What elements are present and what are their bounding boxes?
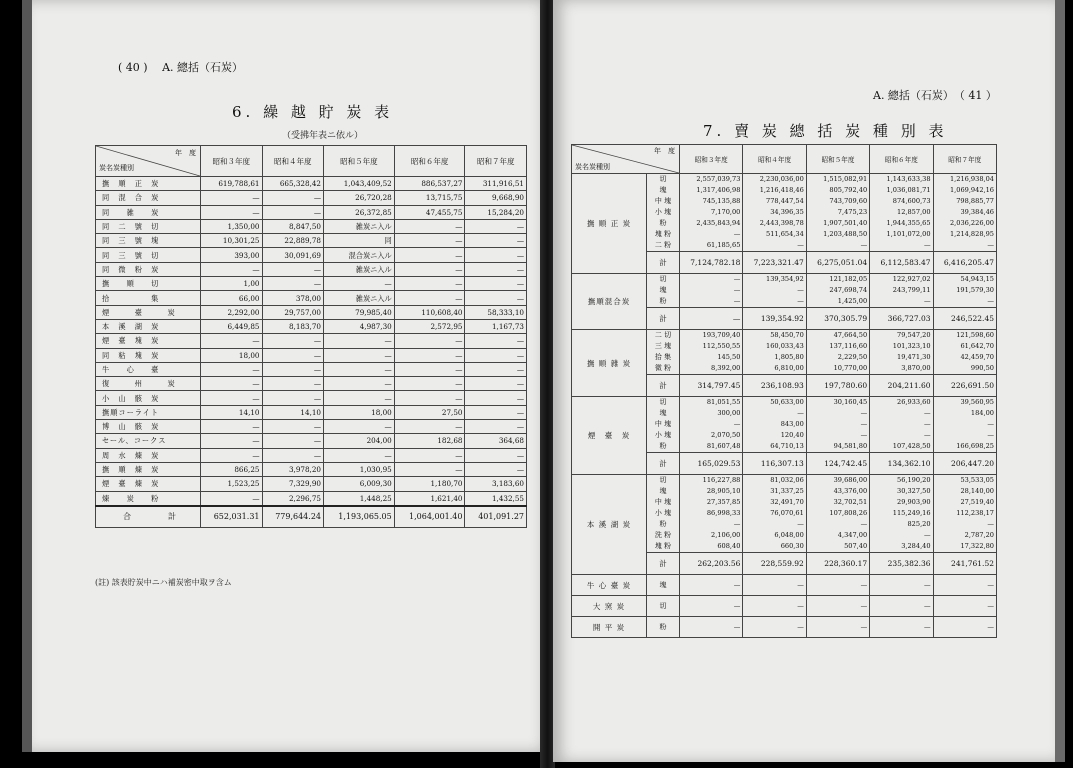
table-row (96, 191, 527, 205)
subtotal-value: — (680, 308, 743, 330)
table-row (96, 248, 527, 262)
row-label: 同 雑 炭 (96, 205, 201, 219)
cell-value: — (262, 262, 324, 276)
row-label: 同 二 號 切 (96, 219, 201, 233)
cell-value: — (465, 448, 527, 462)
subtotal-value: 139,354.92 (743, 308, 806, 330)
cell-value: — (201, 362, 263, 376)
cell-value: 619,788,61 (201, 177, 263, 191)
cell-value: — (465, 277, 527, 291)
table-row (96, 377, 527, 391)
total-value: 1,064,001.40 (394, 506, 465, 528)
col-header: 昭和７年度 (465, 146, 527, 177)
subtotal-label: 計 (647, 308, 680, 330)
cell-values: — (806, 596, 869, 617)
row-label: 煙 臺 煉 炭 (96, 477, 201, 491)
cell-value: — (394, 420, 465, 434)
row-label: 拾 集 (96, 291, 201, 305)
cell-values: — (680, 596, 743, 617)
cell-value: 1,030,95 (324, 462, 395, 476)
row-label: 復 州 炭 (96, 377, 201, 391)
size-labels: 粉 (647, 617, 680, 638)
subtotal-value: 197,780.60 (806, 375, 869, 397)
subtotal-value: 116,307.13 (743, 453, 806, 475)
cell-value: — (262, 377, 324, 391)
subtotal-value: 235,382.36 (870, 553, 933, 575)
table-footnote: (註) 該表貯炭中ニハ補炭密中取ヲ含ム (95, 578, 232, 587)
subtotal-value: 246,522.45 (933, 308, 996, 330)
table-row (96, 334, 527, 348)
cell-value: 26,720,28 (324, 191, 395, 205)
cell-values: — — — (680, 274, 743, 308)
cell-values: 121,598,60 61,642,70 42,459,70 990,50 (933, 330, 996, 375)
subtotal-value: 204,211.60 (870, 375, 933, 397)
cell-value: — (262, 205, 324, 219)
table-row (96, 448, 527, 462)
cell-value: 2,296,75 (262, 491, 324, 506)
group-row (572, 475, 997, 553)
table-row (96, 477, 527, 491)
cell-value: — (262, 277, 324, 291)
cell-value: — (201, 191, 263, 205)
cell-value: 3,978,20 (262, 462, 324, 476)
cell-value: 866,25 (201, 462, 263, 476)
cell-value: 2,292,00 (201, 305, 263, 319)
cell-value: — (465, 462, 527, 476)
col-header: 昭和３年度 (680, 145, 743, 174)
left-table-subtitle: （受拂年表ニ依ル） (282, 131, 364, 141)
cell-value: 1,167,73 (465, 319, 527, 333)
cell-value: 15,284,20 (465, 205, 527, 219)
cell-value: — (394, 277, 465, 291)
subtotal-label: 計 (647, 375, 680, 397)
cell-value: — (394, 219, 465, 233)
cell-value: — (465, 391, 527, 405)
cell-value: — (201, 334, 263, 348)
subtotal-value: 7,223,321.47 (743, 252, 806, 274)
col-header: 昭和５年度 (324, 146, 395, 177)
cell-value: 8,847,50 (262, 219, 324, 233)
cell-values: — (870, 617, 933, 638)
table-row (96, 262, 527, 276)
cell-value: — (324, 448, 395, 462)
cell-value: 393,00 (201, 248, 263, 262)
cell-values: 39,560,95 184,00 — — 166,698,25 (933, 397, 996, 453)
cell-value: — (394, 462, 465, 476)
cell-value: 1,448,25 (324, 491, 395, 506)
col-header: 昭和６年度 (394, 146, 465, 177)
cell-values: — (933, 617, 996, 638)
subtotal-value: 226,691.50 (933, 375, 996, 397)
cell-value: — (324, 277, 395, 291)
size-labels: 塊 (647, 575, 680, 596)
cell-value: 27,50 (394, 405, 465, 419)
col-header: 昭和４年度 (262, 146, 324, 177)
cell-value: 29,757,00 (262, 305, 324, 319)
subtotal-value: 6,416,205.47 (933, 252, 996, 274)
left-table-title: 6. 繰 越 貯 炭 表 (232, 103, 394, 121)
cell-value: 378,00 (262, 291, 324, 305)
cell-values: 139,354,92 — — (743, 274, 806, 308)
cell-value: 1,432,55 (465, 491, 527, 506)
coal-type-label: 撫 順 正 炭 (572, 174, 647, 274)
cell-value: 1,00 (201, 277, 263, 291)
row-label: 煉 炭 粉 (96, 491, 201, 506)
cell-values: 50,633,00 — 843,00 120,40 64,710,13 (743, 397, 806, 453)
size-labels: 切 (647, 596, 680, 617)
cell-values: 122,927,02 243,799,11 — (870, 274, 933, 308)
cell-value: — (465, 348, 527, 362)
group-row (572, 174, 997, 252)
col-header: 昭和３年度 (201, 146, 263, 177)
cell-values: 30,160,45 — — — 94,581,80 (806, 397, 869, 453)
row-label: 煙 臺 炭 (96, 305, 201, 319)
cell-value: — (394, 448, 465, 462)
table-row (96, 205, 527, 219)
table-row (96, 319, 527, 333)
cell-value: 1,180,70 (394, 477, 465, 491)
cell-value: — (201, 448, 263, 462)
cell-value: — (465, 262, 527, 276)
cell-value: — (394, 248, 465, 262)
table-row (96, 420, 527, 434)
cell-value: 7,329,90 (262, 477, 324, 491)
cell-value: 30,091,69 (262, 248, 324, 262)
size-labels: 切 塊 粉 (647, 274, 680, 308)
table-row (96, 348, 527, 362)
cell-value: — (324, 377, 395, 391)
row-label: 撫 順 切 (96, 277, 201, 291)
cell-value: — (465, 219, 527, 233)
corner-type-label: 炭名炭種別 (99, 164, 134, 172)
total-label: 合 計 (96, 506, 201, 528)
cell-value: 6,009,30 (324, 477, 395, 491)
cell-value: — (465, 362, 527, 376)
coal-type-label: 牛 心 臺 炭 (572, 575, 647, 596)
table-row (96, 491, 527, 506)
size-labels: 二 切 三 塊 拾 集 微 粉 (647, 330, 680, 375)
subtotal-label: 計 (647, 453, 680, 475)
cell-value: 1,350,00 (201, 219, 263, 233)
group-row (572, 596, 997, 617)
cell-value: — (262, 348, 324, 362)
subtotal-value: 165,029.53 (680, 453, 743, 475)
table-row (96, 219, 527, 233)
cell-value: 204,00 (324, 434, 395, 448)
col-header: 昭和７年度 (933, 145, 996, 174)
cell-value: 18,00 (324, 405, 395, 419)
table-corner-header (96, 146, 201, 177)
row-label: 同 混 合 炭 (96, 191, 201, 205)
cell-value: — (394, 334, 465, 348)
cell-value: — (324, 348, 395, 362)
cell-values: — (870, 596, 933, 617)
table-row (96, 405, 527, 419)
left-page (22, 0, 552, 752)
total-value: 401,091.27 (465, 506, 527, 528)
corner-year-label: 年 度 (175, 149, 196, 157)
table-row (96, 462, 527, 476)
cell-value: — (201, 205, 263, 219)
cell-value: — (262, 448, 324, 462)
right-page (553, 0, 1065, 762)
cell-value: — (201, 262, 263, 276)
cell-values: — (743, 575, 806, 596)
cell-value: — (465, 405, 527, 419)
table-row (96, 277, 527, 291)
cell-value: 4,987,30 (324, 319, 395, 333)
total-value: 1,193,065.05 (324, 506, 395, 528)
cell-values: — (806, 575, 869, 596)
cell-values: — (680, 575, 743, 596)
left-page-header: ( 40 ) A. 總括（石炭） (118, 61, 244, 74)
size-labels: 切 塊 中 塊 小 塊 粉 塊 粉 二 粉 (647, 174, 680, 252)
right-table-title: 7. 賣 炭 總 括 炭 種 別 表 (703, 122, 948, 140)
row-label: 小 山 骸 炭 (96, 391, 201, 405)
row-label: 同 微 粉 炭 (96, 262, 201, 276)
cell-values: 121,182,05 247,698,74 1,425,00 (806, 274, 869, 308)
row-label: 牛 心 臺 (96, 362, 201, 376)
row-label: 撫順コーライト (96, 405, 201, 419)
cell-value: 1,621,40 (394, 491, 465, 506)
cell-value: — (201, 434, 263, 448)
row-label: 撫 順 煉 炭 (96, 462, 201, 476)
cell-value: 雑炭ニ入ル (324, 219, 395, 233)
table-row (96, 362, 527, 376)
subtotal-value: 206,447.20 (933, 453, 996, 475)
cell-value: 886,537,27 (394, 177, 465, 191)
subtotal-value: 366,727.03 (870, 308, 933, 330)
cell-values: 2,557,039,73 1,317,406,98 745,135,88 7,170,00 2,435,843,94 — 61,185,65 (680, 174, 743, 252)
cell-value: — (262, 420, 324, 434)
cell-value: — (465, 248, 527, 262)
row-label: 同 粘 塊 炭 (96, 348, 201, 362)
row-label: 周 水 煉 炭 (96, 448, 201, 462)
cell-value: 1,523,25 (201, 477, 263, 491)
cell-values: 47,664,50 137,116,60 2,229,50 10,770,00 (806, 330, 869, 375)
cell-values: — (870, 575, 933, 596)
subtotal-label: 計 (647, 553, 680, 575)
cell-value: — (394, 234, 465, 248)
cell-value: 18,00 (201, 348, 263, 362)
cell-value: — (394, 377, 465, 391)
subtotal-value: 6,112,583.47 (870, 252, 933, 274)
cell-values: 58,450,70 160,033,43 1,805,80 6,810,00 (743, 330, 806, 375)
cell-value: — (262, 362, 324, 376)
cell-values: 54,943,15 191,579,30 — (933, 274, 996, 308)
cell-value: 混合炭ニ入ル (324, 248, 395, 262)
cell-values: 26,933,60 — — — 107,428,50 (870, 397, 933, 453)
cell-value: — (324, 420, 395, 434)
cell-value: 雑炭ニ入ル (324, 262, 395, 276)
row-label: セール、コークス (96, 434, 201, 448)
cell-value: 311,916,51 (465, 177, 527, 191)
cell-value: 14,10 (262, 405, 324, 419)
subtotal-value: 124,742.45 (806, 453, 869, 475)
cell-value: — (465, 234, 527, 248)
cell-value: — (201, 377, 263, 391)
col-header: 昭和６年度 (870, 145, 933, 174)
group-row (572, 617, 997, 638)
table-row (96, 391, 527, 405)
cell-value: — (262, 391, 324, 405)
table-row (96, 305, 527, 319)
coal-sales-summary-table (571, 144, 997, 638)
subtotal-value: 7,124,782.18 (680, 252, 743, 274)
cell-value: 9,668,90 (465, 191, 527, 205)
cell-values: 193,709,40 112,550,55 145,50 8,392,00 (680, 330, 743, 375)
row-label: 博 山 骸 炭 (96, 420, 201, 434)
cell-value: 10,301,25 (201, 234, 263, 248)
row-label: 同 三 號 切 (96, 248, 201, 262)
cell-values: 39,686,00 43,376,00 32,702,51 107,808,26 — 4,347,00 507,40 (806, 475, 869, 553)
cell-values: 79,547,20 101,323,10 19,471,30 3,870,00 (870, 330, 933, 375)
cell-values: 53,533,05 28,140,00 27,519,40 112,238,17 — 2,787,20 17,322,80 (933, 475, 996, 553)
cell-value: — (201, 391, 263, 405)
table-row (96, 434, 527, 448)
cell-values: 1,216,938,04 1,069,942,16 798,885,77 39,384,46 2,036,226,00 1,214,828,95 — (933, 174, 996, 252)
subtotal-value: 228,360.17 (806, 553, 869, 575)
cell-value: 22,889,78 (262, 234, 324, 248)
cell-value: — (201, 420, 263, 434)
cell-value: — (394, 348, 465, 362)
cell-value: 6,449,85 (201, 319, 263, 333)
cell-value: 同 (324, 234, 395, 248)
size-labels: 切 塊 中 塊 小 塊 粉 (647, 397, 680, 453)
cell-values: 81,032,06 31,337,25 32,491,70 76,070,61 — 6,048,00 660,30 (743, 475, 806, 553)
subtotal-value: 236,108.93 (743, 375, 806, 397)
group-row (572, 575, 997, 596)
group-row (572, 274, 997, 308)
row-label: 撫 順 正 炭 (96, 177, 201, 191)
cell-value: — (465, 291, 527, 305)
cell-values: — (933, 596, 996, 617)
table-row (96, 291, 527, 305)
cell-values: — (743, 617, 806, 638)
cell-value: 26,372,85 (324, 205, 395, 219)
cell-value: 110,608,40 (394, 305, 465, 319)
total-row (96, 506, 527, 528)
right-page-header: A. 總括（石炭） （ 41 ） (873, 89, 997, 102)
cell-value: — (394, 391, 465, 405)
coal-type-label: 大 窯 炭 (572, 596, 647, 617)
coal-type-label: 煙 臺 炭 (572, 397, 647, 475)
col-header: 昭和４年度 (743, 145, 806, 174)
cell-value: 2,572,95 (394, 319, 465, 333)
total-value: 652,031.31 (201, 506, 263, 528)
cell-values: — (806, 617, 869, 638)
cell-values: — (680, 617, 743, 638)
group-row (572, 330, 997, 375)
subtotal-value: 6,275,051.04 (806, 252, 869, 274)
row-label: 煙 臺 塊 炭 (96, 334, 201, 348)
cell-value: 47,455,75 (394, 205, 465, 219)
table-corner-header (572, 145, 680, 174)
cell-value: 8,183,70 (262, 319, 324, 333)
cell-value: — (465, 377, 527, 391)
corner-year-label: 年 度 (654, 147, 675, 155)
cell-value: — (324, 391, 395, 405)
coal-type-label: 本 溪 湖 炭 (572, 475, 647, 575)
cell-value: 182,68 (394, 434, 465, 448)
cell-value: 66,00 (201, 291, 263, 305)
row-label: 同 三 號 塊 (96, 234, 201, 248)
subtotal-label: 計 (647, 252, 680, 274)
cell-value: 3,183,60 (465, 477, 527, 491)
corner-type-label: 炭名炭種別 (575, 163, 610, 171)
group-row (572, 397, 997, 453)
cell-value: — (262, 334, 324, 348)
col-header: 昭和５年度 (806, 145, 869, 174)
cell-values: 2,230,036,00 1,216,418,46 778,447,54 34,396,35 2,443,398,78 511,654,34 — (743, 174, 806, 252)
cell-value: 14,10 (201, 405, 263, 419)
subtotal-value: 314,797.45 (680, 375, 743, 397)
carry-over-stock-table (95, 145, 527, 528)
cell-values: 1,515,082,91 805,792,40 743,709,60 7,475,23 1,907,501,40 1,203,488,50 — (806, 174, 869, 252)
subtotal-value: 370,305.79 (806, 308, 869, 330)
cell-value: 58,333,10 (465, 305, 527, 319)
size-labels: 切 塊 中 塊 小 塊 粉 洗 粉 塊 粉 (647, 475, 680, 553)
cell-value: 13,715,75 (394, 191, 465, 205)
cell-value: — (262, 191, 324, 205)
subtotal-value: 262,203.56 (680, 553, 743, 575)
cell-values: — (743, 596, 806, 617)
cell-value: 665,328,42 (262, 177, 324, 191)
cell-values: 81,051,55 300,00 — 2,070,50 81,607,48 (680, 397, 743, 453)
row-label: 本 溪 湖 炭 (96, 319, 201, 333)
cell-value: — (324, 362, 395, 376)
cell-value: 1,043,409,52 (324, 177, 395, 191)
cell-values: 56,190,20 30,327,50 29,903,90 115,249,16 825,20 — 3,284,40 (870, 475, 933, 553)
cell-value: 364,68 (465, 434, 527, 448)
coal-type-label: 撫 順 雜 炭 (572, 330, 647, 397)
cell-value: 雑炭ニ入ル (324, 291, 395, 305)
cell-value: — (465, 420, 527, 434)
subtotal-value: 134,362.10 (870, 453, 933, 475)
cell-value: — (394, 262, 465, 276)
coal-type-label: 開 平 炭 (572, 617, 647, 638)
subtotal-value: 241,761.52 (933, 553, 996, 575)
cell-values: 1,143,633,38 1,036,081,71 874,600,73 12,857,00 1,944,355,65 1,101,072,00 — (870, 174, 933, 252)
cell-value: — (465, 334, 527, 348)
cell-value: — (394, 291, 465, 305)
cell-values: 116,227,88 28,905,10 27,357,85 86,998,33 — 2,106,00 608,40 (680, 475, 743, 553)
cell-value: — (324, 334, 395, 348)
subtotal-value: 228,559.92 (743, 553, 806, 575)
cell-value: — (262, 434, 324, 448)
cell-value: — (201, 491, 263, 506)
total-value: 779,644.24 (262, 506, 324, 528)
table-row (96, 177, 527, 191)
table-row (96, 234, 527, 248)
coal-type-label: 撫順混合炭 (572, 274, 647, 330)
cell-value: — (394, 362, 465, 376)
cell-value: 79,985,40 (324, 305, 395, 319)
cell-values: — (933, 575, 996, 596)
